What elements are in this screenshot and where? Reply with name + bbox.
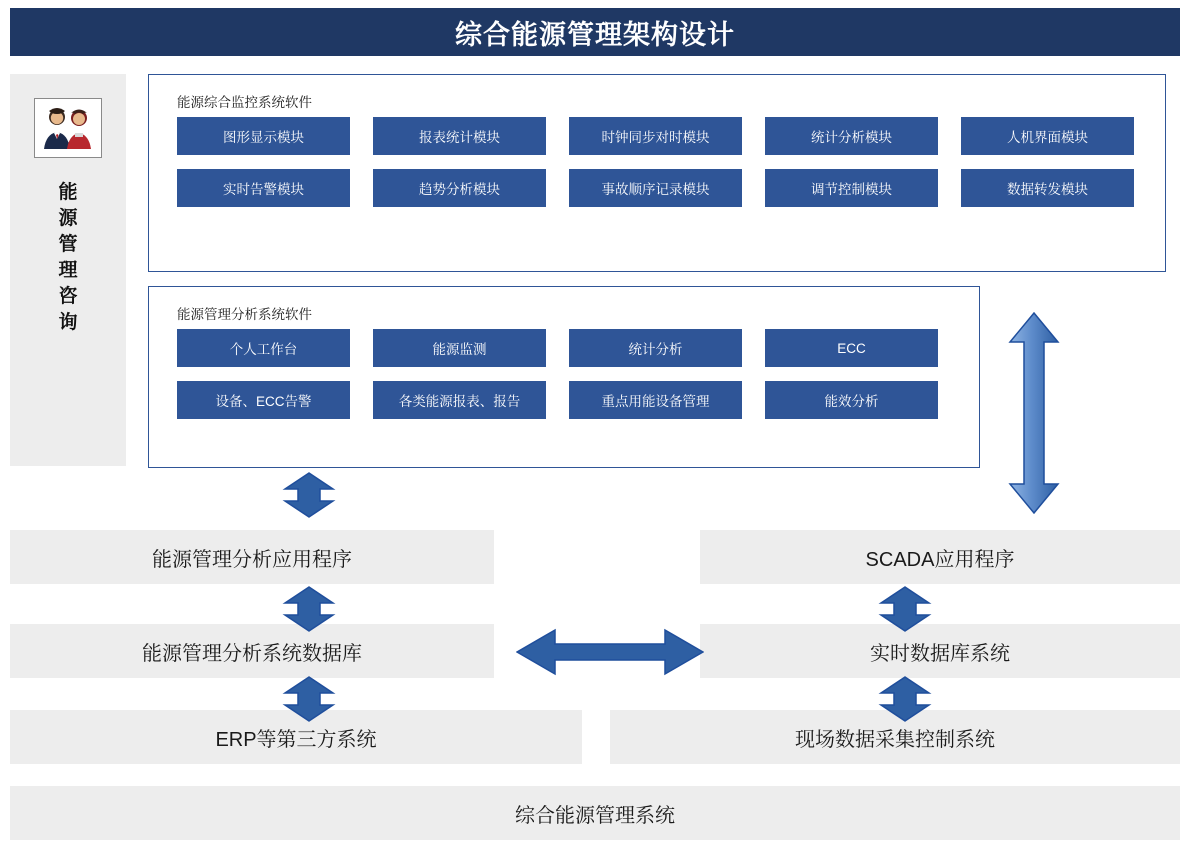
- arrow-rt-db-to-field: [878, 676, 932, 722]
- module-card[interactable]: 事故顺序记录模块: [569, 169, 742, 207]
- arrow-ema-db-to-rt-db: [516, 628, 704, 676]
- bar-erp-third-party-system: ERP等第三方系统: [10, 710, 582, 764]
- analysis-module-grid: [177, 329, 938, 419]
- label-char: 理: [58, 260, 78, 281]
- monitoring-system-title: 能源综合监控系统软件: [177, 95, 312, 110]
- label-char: 管: [58, 234, 78, 255]
- module-card[interactable]: 各类能源报表、报告: [373, 381, 546, 419]
- label-char: 能: [58, 182, 78, 203]
- module-card[interactable]: 能源监测: [373, 329, 546, 367]
- two-people-icon: [34, 98, 102, 158]
- page-title: 综合能源管理架构设计: [10, 8, 1180, 56]
- energy-consulting-column: [10, 74, 126, 466]
- module-card[interactable]: 能效分析: [765, 381, 938, 419]
- module-card[interactable]: 时钟同步对时模块: [569, 117, 742, 155]
- module-card[interactable]: 人机界面模块: [961, 117, 1134, 155]
- bar-energy-management-database: 能源管理分析系统数据库: [10, 624, 494, 678]
- module-card[interactable]: 重点用能设备管理: [569, 381, 742, 419]
- bar-field-data-acquisition-system: 现场数据采集控制系统: [610, 710, 1180, 764]
- module-card[interactable]: 图形显示模块: [177, 117, 350, 155]
- module-card[interactable]: 设备、ECC告警: [177, 381, 350, 419]
- arrow-monitor-to-scada-app: [1008, 312, 1060, 514]
- module-card[interactable]: 趋势分析模块: [373, 169, 546, 207]
- module-card[interactable]: 统计分析: [569, 329, 742, 367]
- monitoring-system-panel: [148, 74, 1166, 272]
- module-card[interactable]: 报表统计模块: [373, 117, 546, 155]
- module-card[interactable]: 实时告警模块: [177, 169, 350, 207]
- bar-scada-application: SCADA应用程序: [700, 530, 1180, 584]
- module-card[interactable]: ECC: [765, 329, 938, 367]
- bar-energy-management-application: 能源管理分析应用程序: [10, 530, 494, 584]
- module-card[interactable]: 数据转发模块: [961, 169, 1134, 207]
- energy-consulting-label: [58, 180, 77, 336]
- module-card[interactable]: 个人工作台: [177, 329, 350, 367]
- arrow-ema-db-to-erp: [282, 676, 336, 722]
- arrow-analysis-to-ema-app: [282, 472, 336, 518]
- module-card[interactable]: 统计分析模块: [765, 117, 938, 155]
- label-char: 源: [58, 208, 78, 229]
- monitoring-module-grid: [177, 117, 1134, 207]
- label-char: 询: [58, 312, 78, 333]
- arrow-scada-app-to-rt-db: [878, 586, 932, 632]
- label-char: 咨: [58, 286, 78, 307]
- arrow-ema-app-to-ema-db: [282, 586, 336, 632]
- module-card[interactable]: 调节控制模块: [765, 169, 938, 207]
- analysis-system-panel: [148, 286, 980, 468]
- analysis-system-title: 能源管理分析系统软件: [177, 307, 312, 322]
- bar-realtime-database: 实时数据库系统: [700, 624, 1180, 678]
- bar-integrated-energy-management-system: 综合能源管理系统: [10, 786, 1180, 840]
